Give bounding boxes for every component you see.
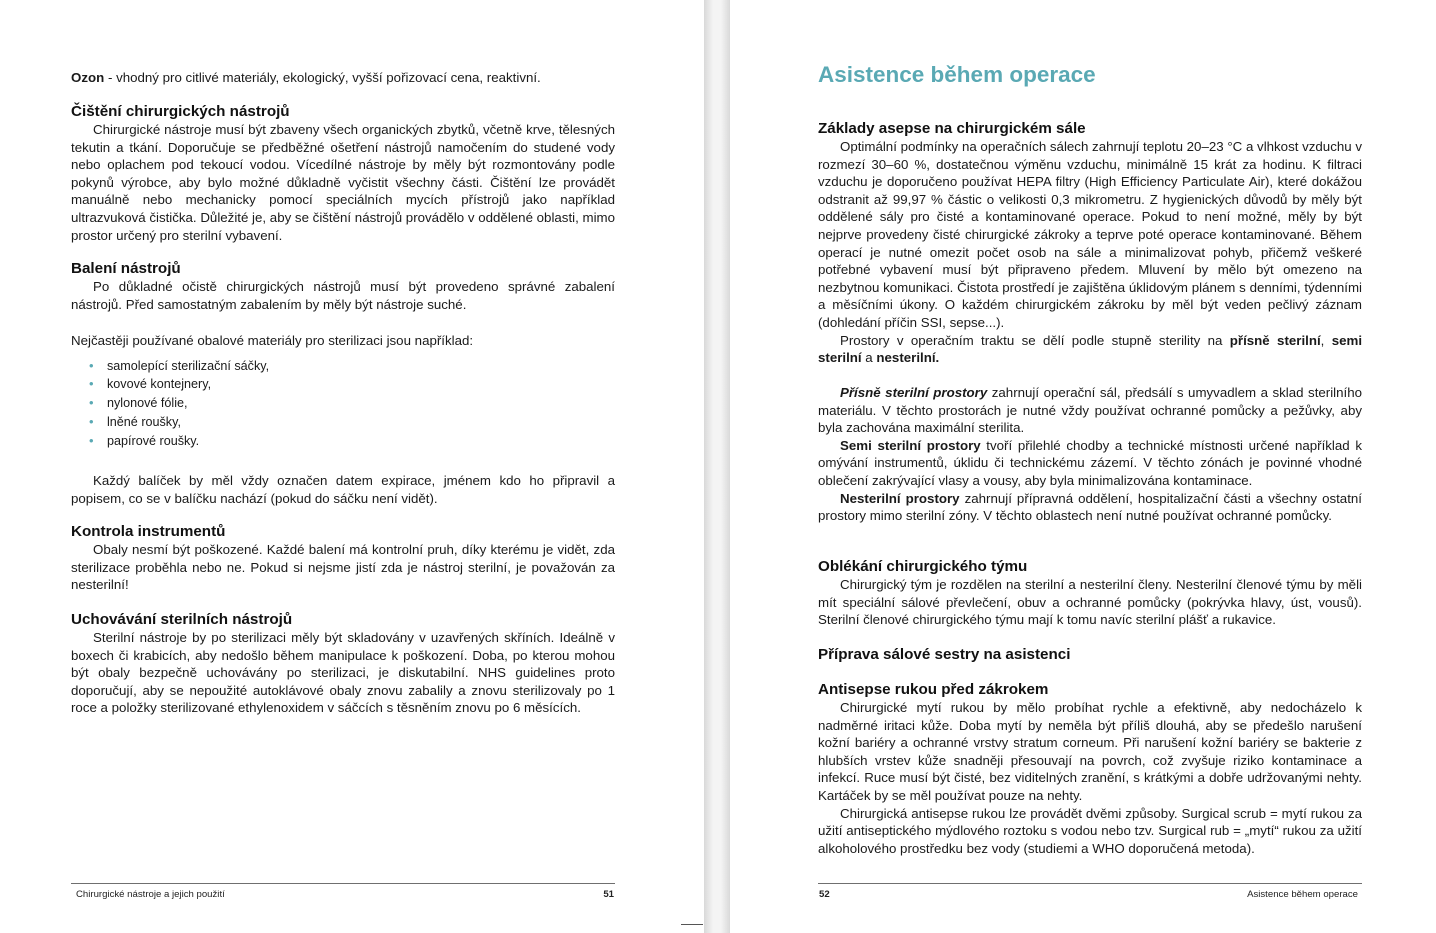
left-page bbox=[0, 0, 704, 933]
materials-list bbox=[71, 357, 615, 451]
label-paragraph bbox=[71, 472, 615, 507]
packing-section bbox=[71, 260, 615, 313]
page-number: 51 bbox=[603, 889, 614, 900]
zones-non: nesterilní. bbox=[876, 350, 940, 366]
dressing-section bbox=[818, 558, 1362, 629]
materials-intro: Nejčastěji používané obalové materiály pro sterilizaci jsou například: bbox=[71, 333, 474, 348]
page-number: 52 bbox=[819, 889, 830, 900]
control-text: Obaly nesmí být poškozené. Každé balení má kontrolní pruh, díky kterému je vidět, zda sterilizace proběhla nebo ne. Pokud si nejsme jistí zda je nástroj sterilní, je považován za nesterilní! bbox=[71, 542, 615, 593]
footer-rule bbox=[71, 883, 615, 884]
ozon-term: Ozon bbox=[71, 70, 105, 85]
zones-section bbox=[818, 384, 1362, 525]
asepsis-text: Optimální podmínky na operačních sálech zahrnují teplotu 20–23 °C a vlhkost vzduchu v rozmezí 30–60 %, dostatečnou výměnu vzduchu, minimálně 15 krát za hodinu. K filtraci vzduchu je doporučeno používat HEPA filtry (High Efficiency Particulate Air), které dokážou odstranit až 99,97 % částic o velikosti 0,3 mikrometru. Z hygienických důvodů by měly být oddělené sály pro čisté a kontaminované operace. Pokud to není možné, měly by být nejprve provedeny čisté chirurgické zákroky a teprve poté operace kontaminované. Během operací je nutné omezit počet osob na sále a minimalizovat pohyb, přičemž veškeré potřebné vybavení musí být připraveno předem. Mluvení by mělo být omezeno na nezbytnou komunikaci. Čistota prostředí je zajištěna úklidovým plánem s denními, týdenními a měsíčními úkony. O každém chirurgickém zákroku by měl být veden pečlivý záznam (dohledání příčin SSI, sepse...). bbox=[818, 139, 1362, 330]
zones-intro-paragraph: Prostory v operačním traktu se dělí podle stupně sterility na přísně sterilní, semi sterilní a nesterilní. bbox=[818, 332, 1363, 366]
bullet-icon: • bbox=[89, 413, 94, 429]
semi-term: Semi sterilní prostory bbox=[840, 437, 981, 453]
storage-text: Sterilní nástroje by po sterilizaci měly být skladovány v uzavřených skříních. Ideálně v boxech či krabicích, aby nedošlo během manipulace k poškození. Doba, po kterou mohou být obaly bezpečně uchovávány po sterilizaci, je diskutabilní. NHS guidelines proto doporučují, aby se nepoužité autoklávové obaly znovu zabalily a znovu sterilizovaly po 1 roce a položky sterilizované ethylenoxidem v sáčcích s těsněním znovu po 6 měsících. bbox=[71, 630, 615, 716]
ozon-paragraph bbox=[71, 69, 615, 87]
chapter-title: Asistence během operace bbox=[818, 62, 1096, 87]
cleaning-text: Chirurgické nástroje musí být zbaveny všech organických zbytků, včetně krve, tělesných tekutin a tkání. Doporučuje se předběžné ošetření nástrojů namočením do studené vody nebo oplachem pod tekoucí vodou. Vícedílné nástroje by měly být rozmontovány podle pokynů výrobce, aby bylo možné důkladně vyčistit všechny části. Čištění lze provádět manuálně nebo mechanicky pomocí speciálních mycích přístrojů jako například ultrazvuková čistička. Důležité je, aby se čištění nástrojů provádělo v oddělené oblasti, mimo prostor určený pro sterilní vybavení. bbox=[71, 122, 615, 243]
fold-mark bbox=[681, 924, 703, 925]
book-spine bbox=[704, 0, 730, 933]
bullet-icon: • bbox=[89, 432, 94, 448]
cleaning-section bbox=[71, 103, 615, 244]
packing-text: Po důkladné očistě chirurgických nástrojů musí být provedeno správné zabalení nástrojů. Před samostatným zabalením by měly být nástroje suché. bbox=[71, 279, 615, 312]
dressing-heading: Oblékání chirurgického týmu bbox=[818, 558, 1028, 575]
packing-heading: Balení nástrojů bbox=[71, 260, 181, 277]
antisepsis-text-2: Chirurgická antisepse rukou lze provádět dvěmi způsoby. Surgical scrub = mytí rukou za užití antiseptického mýdlového roztoku s vodou nebo tzv. Surgical rub = „mytí“ rukou za užití alkoholového prostředku bez vody (studiemi a WHO doporučená metoda). bbox=[818, 805, 1362, 856]
antisepsis-heading: Antisepse rukou před zákrokem bbox=[818, 681, 1049, 698]
label-text: Každý balíček by měl vždy označen datem expirace, jménem kdo ho připravil a popisem, co se v balíčku nachází (pokud do sáčku není vidět). bbox=[71, 473, 615, 506]
antisepsis-text-1: Chirurgické mytí rukou by mělo probíhat rychle a efektivně, aby nedocházelo k nadměrné iritaci kůže. Doba mytí by neměla být příliš dlouhá, aby se předešlo narušení kožní bariéry a ochranné vrstvy stratum corneum. Při narušení kožní bariéry se bakterie z hlubších vrstev kůže snadněji přesouvají na povrch, což zvyšuje riziko kontaminace a infekcí. Ruce musí být čisté, bez viditelných zranění, s krátkými a dobře udržovanými nehty. Kartáček by se měl používat pouze na nehty. bbox=[818, 700, 1362, 803]
footer-title: Chirurgické nástroje a jejich použití bbox=[76, 889, 225, 900]
prep-section bbox=[818, 646, 1362, 664]
bullet-icon: • bbox=[89, 395, 94, 411]
antisepsis-section bbox=[818, 681, 1362, 857]
chapter-header bbox=[818, 61, 1362, 89]
list-item: • papírové roušky. bbox=[71, 432, 615, 451]
bullet-icon: • bbox=[89, 376, 94, 392]
list-item: • lněné roušky, bbox=[71, 413, 615, 432]
semi-zone-paragraph: Semi sterilní prostory tvoří přilehlé chodby a technické místnosti určené například k omývání instrumentů, úklidu či technickému zázemí. V těchto zónách je povinné vhodné oblečení zakrývající vlasy a vousy, aby byla minimalizována kontaminace. bbox=[818, 437, 1362, 488]
dressing-text: Chirurgický tým je rozdělen na sterilní a nesterilní členy. Nesterilní členové týmu by měli mít speciální sálové převlečení, obuv a ochranné pomůcky (pokrývka hlavy, úst, vousů). Sterilní členové chirurgického týmu mají k tomu navíc sterilní plášť a rukavice. bbox=[818, 577, 1362, 628]
footer-rule bbox=[818, 883, 1362, 884]
control-heading: Kontrola instrumentů bbox=[71, 523, 226, 540]
list-item: • kovové kontejnery, bbox=[71, 375, 615, 394]
storage-heading: Uchovávání sterilních nástrojů bbox=[71, 611, 293, 628]
bullet-icon: • bbox=[89, 357, 94, 373]
control-section bbox=[71, 523, 615, 594]
cleaning-heading: Čištění chirurgických nástrojů bbox=[71, 103, 290, 120]
zones-semi: semi sterilní bbox=[818, 332, 1363, 366]
prep-heading: Příprava sálové sestry na asistenci bbox=[818, 646, 1071, 663]
ozon-text: - vhodný pro citlivé materiály, ekologický, vyšší pořizovací cena, reaktivní. bbox=[104, 70, 541, 85]
right-page bbox=[730, 0, 1436, 933]
asepsis-heading: Základy asepse na chirurgickém sále bbox=[818, 120, 1086, 137]
non-term: Nesterilní prostory bbox=[840, 490, 960, 506]
storage-section bbox=[71, 611, 615, 717]
zones-strict: přísně sterilní bbox=[1229, 332, 1321, 348]
materials-section bbox=[71, 332, 615, 451]
non-zone-paragraph: Nesterilní prostory zahrnují přípravná oddělení, hospitalizační části a všechny ostatní prostory mimo sterilní zóny. V těchto oblastech není nutné používat ochranné pomůcky. bbox=[818, 490, 1362, 524]
list-item: • nylonové fólie, bbox=[71, 394, 615, 413]
strict-term: Přísně sterilní prostory bbox=[840, 385, 988, 400]
strict-zone-paragraph: Přísně sterilní prostory zahrnují operační sál, předsálí s umyvadlem a sklad sterilního materiálu. V těchto prostorách je nutné vždy používat ochranné pomůcky a pežůvky, aby byla zachována maximální sterilita. bbox=[818, 385, 1362, 436]
asepsis-section bbox=[818, 120, 1362, 367]
list-item: • samolepící sterilizační sáčky, bbox=[71, 357, 615, 376]
footer-title: Asistence během operace bbox=[1247, 889, 1358, 900]
